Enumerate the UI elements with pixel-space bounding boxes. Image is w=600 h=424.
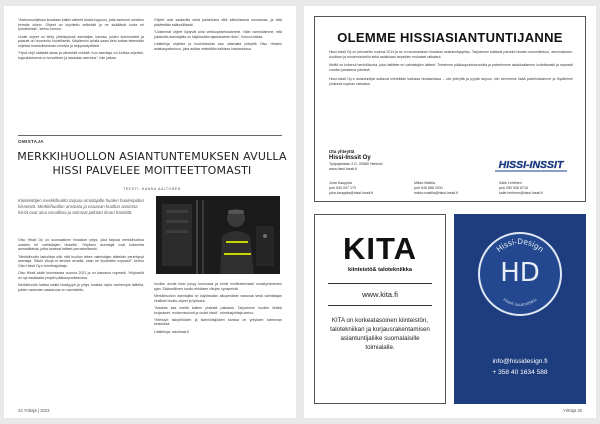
kita-tagline: KITA on korkeatasoinen kiinteistön, talotekniikan ja korjausrakentamisen asiantuntijaliike suomalaisille toimialalle. [330,317,430,351]
section-divider [18,135,282,136]
contact-person [499,181,575,195]
kita-subtitle: kiinteistö& talotekniikka [347,267,413,273]
kita-ad [314,214,446,404]
logo-graphic [491,155,571,173]
technician-photo [156,196,280,274]
paragraph: "Uusimmat ohjeet löytyvät aina verkkopalvelustamme. Näin varmistamme, että jokaisella asentajalla on käytössään ajantasainen tieto", Ismoni toteaa. [154,29,282,39]
photo-illustration [156,196,280,274]
person-email[interactable]: kalle.lehtinen@hissi-inssit.fi [499,190,543,195]
paragraph: huollon avulla hissi pysyy kunnossa ja toimii moitteettomasti vuosikymmenien ajan. Säännöllinen huolto ehkäisee vikojen syntymistä. [154,282,282,291]
kita-logo: KITA [342,231,418,266]
person-email[interactable]: mikko.mattila@hissi-inssit.fi [414,190,458,195]
divider [328,283,432,284]
paragraph: "Asennusohjeissa kuvataan kaikki vaiheet alusta loppuun, jotta asennus onnistuu kerralla oikein. Ohjeet on kirjoitettu selkeästi ja ne sisältävät kuvia eri työvaiheista", kertoo Ismoni. [18,18,144,32]
top-column-2 [154,18,282,130]
hissi-design-ad [454,214,586,404]
paragraph: Lisätietoja: otsohissit.fi [154,329,190,334]
paragraph: Lisätietoja ohjeista ja koulutuksista saa ottamalla yhteyttä Otso Hissien asiakaspalveluun, joka auttaa mielellään kaikissa hissiasioissa. [154,41,282,51]
page-number: 24 Yrittäjä | 2023 [18,408,50,413]
hissi-inssit-ad [314,16,586,202]
paragraph: Merkkihuolto kattaa kaikki hissityypit ja yritys huoltaa myös vanhempia laitteita, joiden varaosien saatavuus on varmistettu. [18,283,144,292]
ring-text-top: Hissi-Design [494,236,546,254]
paragraph: Meillä on kokenut henkilökunta, joka hallitsee eri valmistajien laitteet. Toimimme pääkaupunkiseudulla ja palvelemme asiakkaitamme luotettavasti ja nopeasti vuoden jokaisena päivänä. [329,63,573,73]
hissi-inssit-logo [491,155,571,173]
ad-title: OLEMME HISSIASIANTUNTIJANNE [337,30,563,45]
top-column-1 [18,18,144,130]
person-phone: puh 040 097 170 [329,185,356,190]
paragraph: "Merkkihuolto tarkoittaa sitä, että huollon tekee valmistajan laitteisiin perehtynyt asentaja. Silloin vikoja ei tarvitse arvailla, vaan ne löydetään nopeasti", kertoo Otso Hissit Oy:n toimitusjohtaja. [18,254,144,269]
ad-body [329,50,573,90]
paragraph: Otso Hissit aloitti toimintansa vuonna 2021 ja on kasvanut nopeasti. Yrityksellä on nyt asiakkaita ympäri pääkaupunkiseutua. [18,271,144,280]
paragraph: "Asiakas saa meiltä kaiken yhdestä paikasta. Tarjoamme huollon lisäksi korjaukset, modernisoinnit ja uudet hissit", toimitusjohtaja kertoo. [154,305,282,315]
address: Työpajankatu 2 D, 00580 Helsinki [329,162,383,166]
hd-email-link[interactable]: info@hissidesign.fi [492,358,548,365]
divider [328,305,432,306]
kita-website-link[interactable]: www.kita.fi [362,290,398,299]
contact-people [329,181,575,195]
company-address [329,162,383,171]
person-phone: puh 050 536 8716 [499,185,528,190]
left-page [4,6,296,418]
contact-person [414,181,490,195]
person-phone: puh 040 866 2031 [414,185,443,190]
paragraph: Merkkihuollon asentajilla on käytössään alkuperäiset varaosat sekä valmistajan viralliset huolto-ohjeet ja työkalut. [154,293,282,303]
paragraph: Hissi-Inssit Oy on perustettu vuonna 2014 ja se on suomalainen hissialan asiantuntijayritys. Tarjoamme kattavat palvelut hissien suunnitteluun, asennukseen, huoltoon ja modernisointiin sekä asiakkaan tarpeiden mukaiset ratkaisut. [329,50,573,59]
contact-heading: Ota yhteyttä [329,149,355,154]
paragraph: Ohjeet ovat saatavilla sekä painettuina että sähköisessä muodossa, ja niitä päivitetään säännöllisesti. [154,18,282,27]
person-name: Kalle Lehtinen [499,181,522,185]
article-lead: Kiinteistöjen merkkihuolto tarjoaa omistajalle huolen huolenpidon hisseistä. Merkkihuollon ansiosta ja osaavan huollon ansiosta hissit ovat aina turvallisia ja toimivat pitkään ilman häiriöitä. [18,198,144,216]
person-name: Juha Kauppila [329,181,352,185]
hd-phone: + 358 40 1634 588 [492,369,548,376]
hd-letters: HD [500,258,540,288]
paragraph: "Hyvä ohje säästää aikaa ja vähentää virheitä. Kun asentaja voi luottaa ohjeisiin, lopputuloksena on turvallinen ja laadukas asennus", hän jatkaa. [18,51,144,60]
contact-person [329,181,405,195]
person-name: Mikko Mattila [414,181,435,185]
hd-contact [454,356,586,378]
website-link[interactable]: www.hissi-inssit.fi [329,166,357,171]
hd-logo-ring [478,232,562,316]
ring-text-bottom: Hissit suunnittelu [502,296,538,308]
right-page [304,6,596,418]
company-name: Hissi-Inssit Oy [329,155,371,161]
paragraph: Hissi-Inssit Oy:n asiantuntijat auttavat mielellään kaikissa hissiasioissa – ota yhteyttä ja pyydä tarjous, niin kerromme lisää palveluistamme ja löydämme yhdessä sopivan ratkaisun. [329,76,573,86]
body-column-2 [154,282,282,404]
paragraph: Otso Hissit Oy on suomalainen hissialan yritys, joka tarjoaa merkkihuoltoa useiden eri valmistajien hisseille. Yrityksen asentajat ovat kokeneita ammattilaisia, jotka tuntevat laitteet perusteellisesti. [18,238,144,252]
paragraph: Uudet ohjeet on tehty yhteistyössä asentajien kanssa, joiden kokemukset ja palaute on huomioitu huolellisesti. Käytännön työstä saatu tieto auttaa tekemään ohjeista mahdollisimman toimivia ja helppokäyttöisiä. [18,34,144,49]
page-number: Yrittäjä 25 [563,408,582,413]
byline: TEKSTI: HANNA AALTONEN [123,187,181,191]
logo-text: HISSI-INSSIT [498,159,564,171]
article-headline: MERKKIHUOLLON ASIANTUNTEMUKSEN AVULLA HISSI PALVELEE MOITTEETTOMASTI [17,150,287,177]
body-column-1 [18,238,144,404]
paragraph: Yhteistyö taloyhtiöiden ja isännöitsijöiden kanssa on yrityksen toiminnan keskiössä. [154,317,282,327]
section-tag: OMISTAJA [18,139,44,144]
person-email[interactable]: juha.kauppila@hissi-inssit.fi [329,190,374,195]
